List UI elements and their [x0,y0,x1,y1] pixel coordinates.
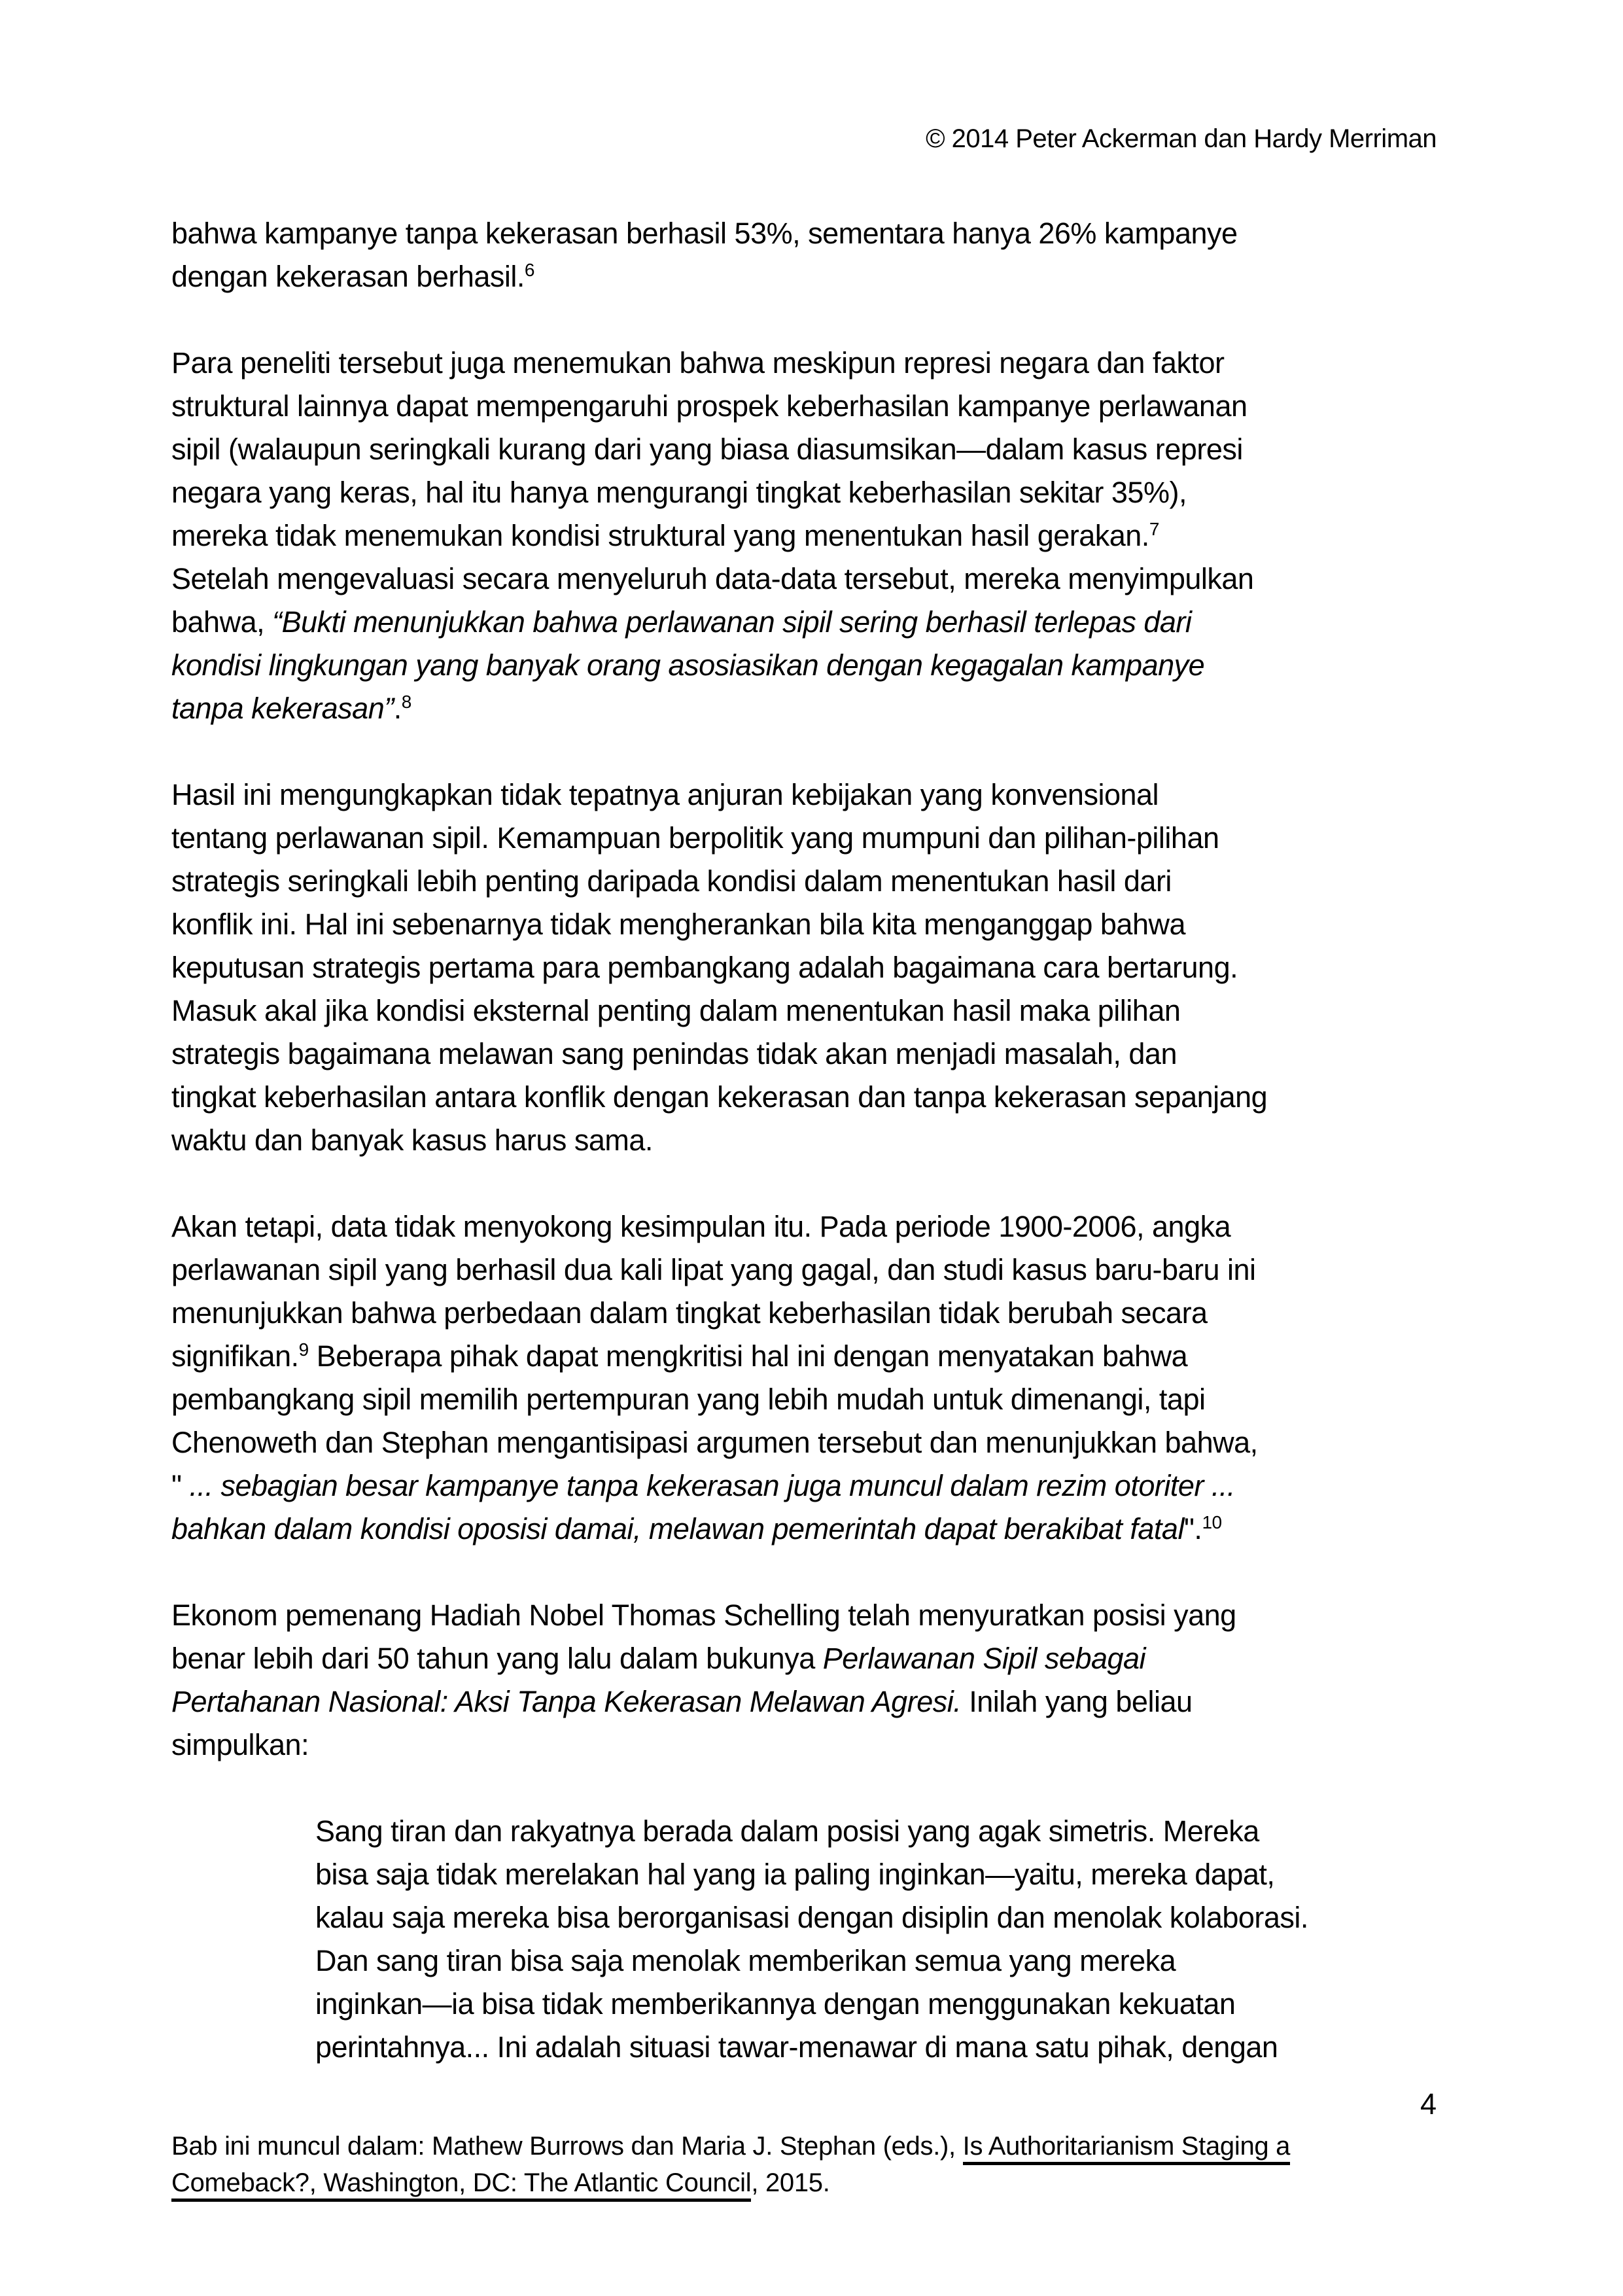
text-run: kalau saja mereka bisa berorganisasi dengan disiplin dan menolak kolaborasi. [315,1901,1308,1934]
text-line [171,428,1480,471]
text-line [171,1205,1480,1248]
paragraph [171,773,1480,1162]
text-run: perlawanan sipil yang berhasil dua kali lipat yang gagal, dan studi kasus baru-baru ini [171,1253,1256,1286]
text-line [171,773,1480,817]
footnote-reference: 9 [298,1339,309,1360]
text-run: bahwa kampanye tanpa kekerasan berhasil 53%, sementara hanya 26% kampanye [171,217,1238,250]
text-line [315,1896,1480,1939]
footer-citation [171,2128,1480,2201]
text-run: “Bukti menunjukkan bahwa perlawanan sipil sering berhasil terlepas dari [272,605,1192,639]
text-run: Bab ini muncul dalam: Mathew Burrows dan Maria J. Stephan (eds.), [171,2132,963,2161]
text-line [171,1508,1480,1551]
text-line [315,1853,1480,1896]
text-line [171,817,1480,860]
text-line [171,1292,1480,1335]
text-run: Hasil ini mengungkapkan tidak tepatnya anjuran kebijakan yang konvensional [171,778,1159,811]
text-run: Beberapa pihak dapat mengkritisi hal ini dengan menyatakan bahwa [308,1339,1188,1373]
text-line [171,1378,1480,1421]
text-run: bisa saja tidak merelakan hal yang ia paling inginkan—yaitu, mereka dapat, [315,1858,1275,1891]
text-run: Para peneliti tersebut juga menemukan bahwa meskipun represi negara dan faktor [171,346,1225,380]
text-run: signifikan. [171,1339,299,1373]
text-line [171,212,1480,255]
text-run: strategis bagaimana melawan sang penindas tidak akan menjadi masalah, dan [171,1037,1177,1070]
text-run: " [171,1469,190,1502]
text-line [171,1464,1480,1508]
body-text [171,212,1480,2112]
text-run: struktural lainnya dapat mempengaruhi prospek keberhasilan kampanye perlawanan [171,389,1248,423]
text-run: menunjukkan bahwa perbedaan dalam tingkat keberhasilan tidak berubah secara [171,1296,1208,1330]
text-run: Chenoweth dan Stephan mengantisipasi argumen tersebut dan menunjukkan bahwa, [171,1426,1258,1459]
text-run: Masuk akal jika kondisi eksternal penting dalam menentukan hasil maka pilihan [171,994,1181,1027]
text-line [171,1076,1480,1119]
text-line [171,1680,1480,1723]
text-line [171,860,1480,903]
footnote-reference: 10 [1202,1512,1222,1532]
text-run: kondisi lingkungan yang banyak orang asosiasikan dengan kegagalan kampanye [171,648,1205,682]
text-run: strategis seringkali lebih penting daripada kondisi dalam menentukan hasil dari [171,864,1172,898]
text-run: waktu dan banyak kasus harus sama. [171,1123,653,1157]
footnote-reference: 7 [1149,519,1159,539]
text-run: bahwa, [171,605,273,639]
text-line [171,1421,1480,1464]
text-line [171,1594,1480,1637]
text-run: pembangkang sipil memilih pertempuran yang lebih mudah untuk dimenangi, tapi [171,1383,1206,1416]
text-line [315,1939,1480,1983]
text-line [171,1637,1480,1680]
text-run: mereka tidak menemukan kondisi struktural yang menentukan hasil gerakan. [171,519,1149,552]
text-line [171,1335,1480,1378]
text-line [171,946,1480,989]
text-run: Akan tetapi, data tidak menyokong kesimpulan itu. Pada periode 1900-2006, angka [171,1210,1231,1243]
text-line [315,1810,1480,1853]
text-run: benar lebih dari 50 tahun yang lalu dalam bukunya [171,1642,823,1675]
text-line [171,644,1480,687]
copyright-header: © 2014 Peter Ackerman dan Hardy Merriman [926,124,1437,153]
text-run: Perlawanan Sipil sebagai [822,1642,1146,1675]
text-run: Sang tiran dan rakyatnya berada dalam posisi yang agak simetris. Mereka [315,1814,1259,1848]
text-line [171,385,1480,428]
text-run: . [393,692,402,725]
text-line [171,471,1480,514]
footer-line [171,2164,1480,2201]
text-run: tentang perlawanan sipil. Kemampuan berpolitik yang mumpuni dan pilihan-pilihan [171,821,1219,855]
footer-line [171,2128,1480,2164]
paragraph [171,1594,1480,1767]
text-run: Ekonom pemenang Hadiah Nobel Thomas Schelling telah menyuratkan posisi yang [171,1598,1236,1632]
text-line [171,514,1480,557]
text-run: Comeback?, Washington, DC: The Atlantic Council [171,2168,751,2202]
text-line [171,255,1480,298]
text-run: Is Authoritarianism Staging a [963,2132,1290,2165]
page-number: 4 [1420,2087,1437,2121]
text-line [315,2026,1480,2069]
paragraph [171,342,1480,730]
text-run: simpulkan: [171,1728,309,1761]
text-run: ... sebagian besar kampanye tanpa kekerasan juga muncul dalam rezim otoriter ... [189,1469,1235,1502]
text-run: dengan kekerasan berhasil. [171,260,525,293]
text-run: Pertahanan Nasional: Aksi Tanpa Kekerasan Melawan Agresi. [171,1685,962,1718]
text-run: inginkan—ia bisa tidak memberikannya dengan menggunakan kekuatan [315,1987,1236,2021]
paragraph [171,1205,1480,1551]
text-run: , 2015. [751,2168,830,2197]
text-run: bahkan dalam kondisi oposisi damai, melawan pemerintah dapat berakibat fatal [171,1512,1184,1545]
text-run: negara yang keras, hal itu hanya mengurangi tingkat keberhasilan sekitar 35%), [171,476,1187,509]
text-line [171,557,1480,601]
footnote-reference: 6 [524,260,534,280]
text-run: tanpa kekerasan” [171,692,394,725]
text-line [171,903,1480,946]
text-line [171,1248,1480,1292]
text-run: Inilah yang beliau [961,1685,1193,1718]
text-line [171,1033,1480,1076]
text-run: Dan sang tiran bisa saja menolak memberikan semua yang mereka [315,1944,1176,1977]
block-quote [315,1810,1480,2069]
text-line [171,601,1480,644]
text-run: Setelah mengevaluasi secara menyeluruh data-data tersebut, mereka menyimpulkan [171,562,1254,595]
text-line [315,1983,1480,2026]
paragraph [171,212,1480,298]
text-run: perintahnya... Ini adalah situasi tawar-menawar di mana satu pihak, dengan [315,2030,1278,2064]
text-run: keputusan strategis pertama para pembangkang adalah bagaimana cara bertarung. [171,951,1238,984]
text-line [171,1723,1480,1767]
text-run: tingkat keberhasilan antara konflik dengan kekerasan dan tanpa kekerasan sepanjang [171,1080,1268,1114]
footnote-reference: 8 [401,692,411,712]
text-line [171,687,1480,730]
text-line [171,342,1480,385]
text-line [171,989,1480,1033]
text-run: konflik ini. Hal ini sebenarnya tidak mengherankan bila kita menganggap bahwa [171,908,1185,941]
text-run: sipil (walaupun seringkali kurang dari yang biasa diasumsikan—dalam kasus represi [171,433,1243,466]
text-line [171,1119,1480,1162]
text-run: ". [1183,1512,1202,1545]
